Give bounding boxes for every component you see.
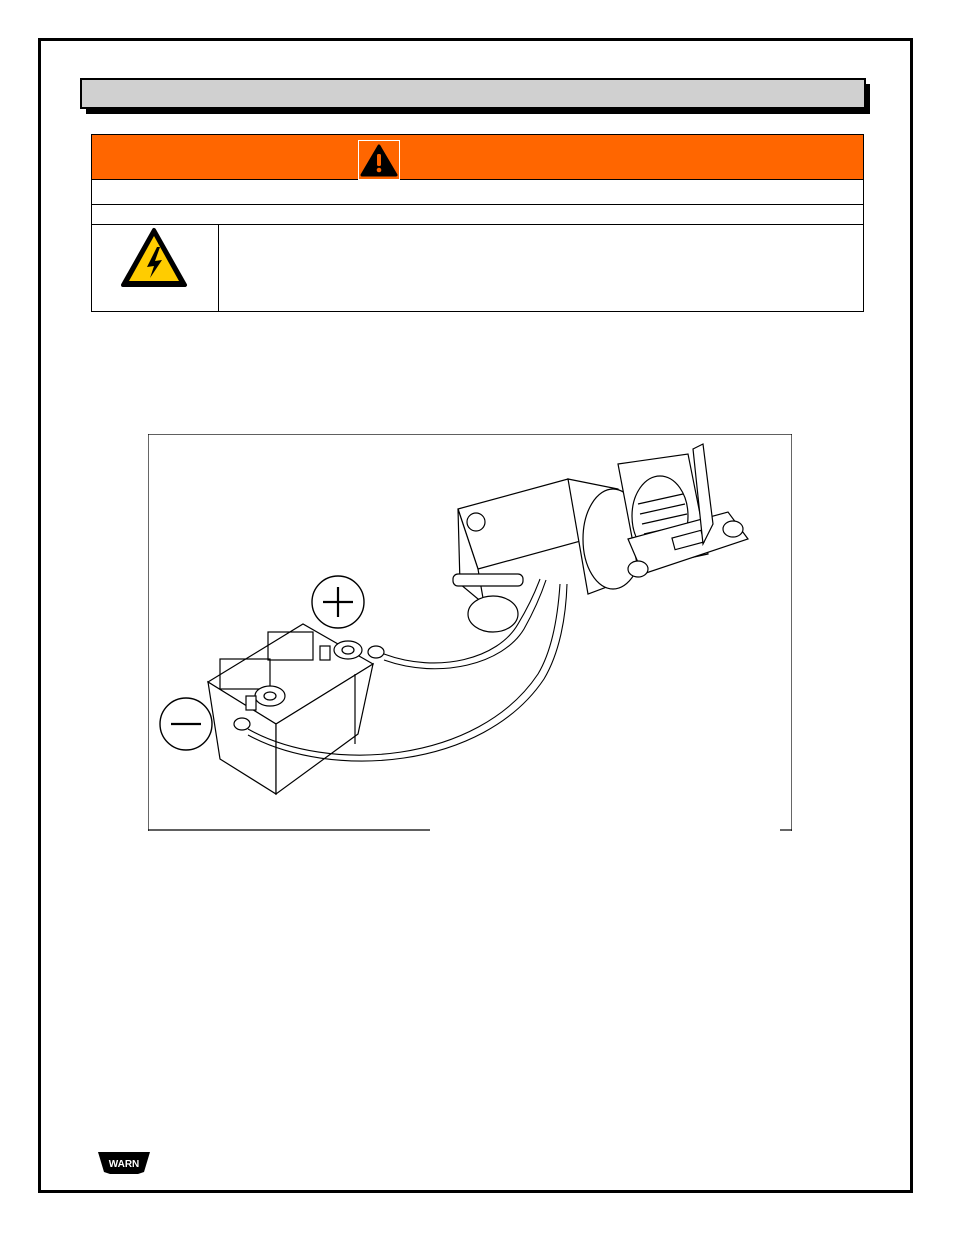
section-header xyxy=(80,78,866,109)
warning-banner xyxy=(92,135,863,180)
warning-row-2 xyxy=(92,205,863,225)
battery-drawing xyxy=(208,624,384,794)
warning-table xyxy=(91,134,864,312)
hazard-text xyxy=(219,225,863,311)
winch-drawing xyxy=(453,444,748,632)
warn-logo xyxy=(98,1150,150,1176)
warning-row-1 xyxy=(92,180,863,205)
negative-terminal-symbol xyxy=(160,698,212,750)
svg-text:WARN: WARN xyxy=(108,1159,140,1170)
alert-triangle-icon xyxy=(358,140,400,180)
hazard-icon-cell xyxy=(92,225,219,311)
electric-shock-icon xyxy=(120,227,188,289)
positive-terminal-symbol xyxy=(312,576,364,628)
wiring-figure xyxy=(148,434,792,831)
